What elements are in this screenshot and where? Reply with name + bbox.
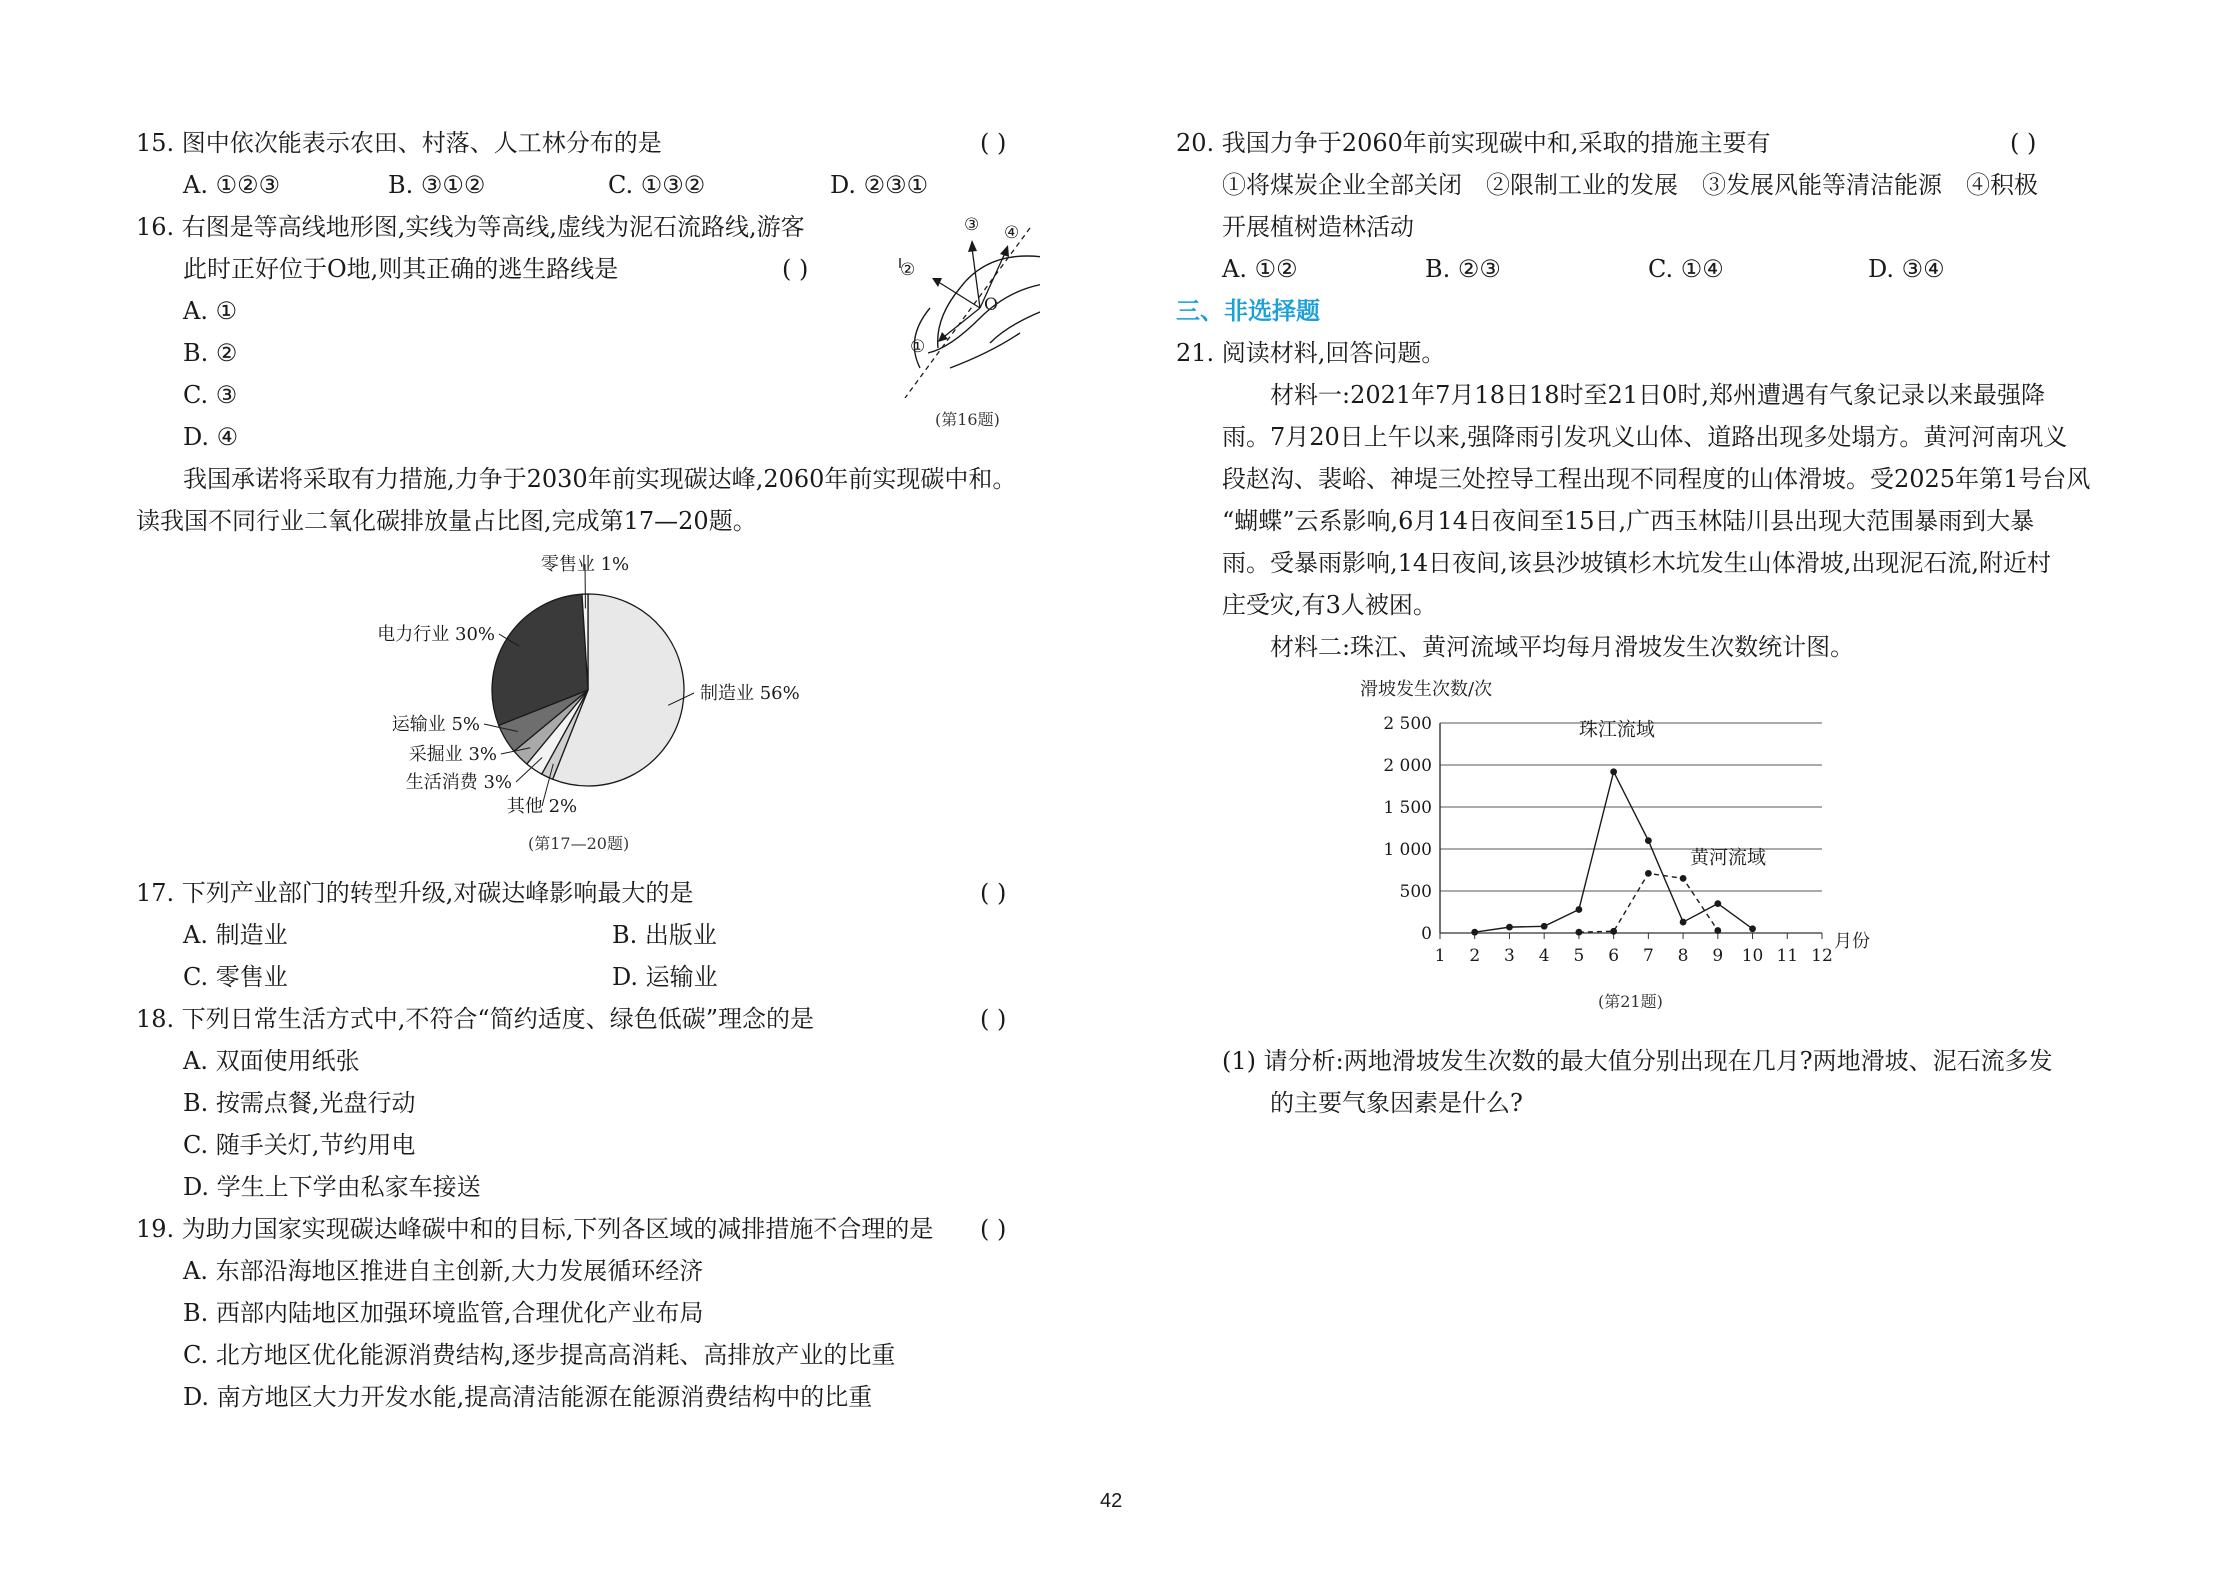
y-tick-label-0: 0 xyxy=(1421,924,1432,944)
series-0-point-5 xyxy=(1645,837,1652,844)
line-chart-y-axis-title: 滑坡发生次数/次 xyxy=(1360,679,1493,700)
pie-label-1: 其他 2% xyxy=(506,796,578,817)
q18-stem: 18. 下列日常生活方式中,不符合“简约适度、绿色低碳”理念的是 xyxy=(136,1005,814,1033)
page-number: 42 xyxy=(1100,1490,1123,1512)
x-tick-label-4: 5 xyxy=(1573,946,1585,966)
series-0-point-0 xyxy=(1471,929,1478,936)
line-chart-x-axis-title: 月份 xyxy=(1834,931,1870,952)
x-tick-label-6: 7 xyxy=(1642,946,1654,966)
q15-answer-bracket: ( ) xyxy=(980,129,1007,157)
pie-label-6: 零售业 1% xyxy=(540,554,630,575)
x-tick-label-3: 4 xyxy=(1538,946,1550,966)
series-1-point-1 xyxy=(1610,928,1617,935)
q17-option-b: B. 出版业 xyxy=(612,921,717,949)
series-0-point-7 xyxy=(1714,900,1721,907)
q21-stem: 21. 阅读材料,回答问题。 xyxy=(1176,339,1446,367)
series-0-point-4 xyxy=(1610,768,1617,775)
q16-label-o: O xyxy=(984,295,998,315)
q17-answer-bracket: ( ) xyxy=(980,879,1007,907)
q18-answer-bracket: ( ) xyxy=(980,1005,1007,1033)
q16-stem-line1: 16. 右图是等高线地形图,实线为等高线,虚线为泥石流路线,游客 xyxy=(136,213,805,241)
q20-option-a: A. ①② xyxy=(1222,255,1298,283)
series-0-point-8 xyxy=(1749,925,1756,932)
q16-label-1: ① xyxy=(910,337,926,357)
q21-material1-line6: 庄受灾,有3人被困。 xyxy=(1222,591,1437,619)
q16-option-b: B. ② xyxy=(183,339,238,367)
q16-figure-caption: (第16题) xyxy=(935,410,1000,429)
q21-material1-line3: 段赵沟、裴峪、神堤三处控导工程出现不同程度的山体滑坡。受2025年第1号台风 xyxy=(1222,465,2091,493)
series-0-point-2 xyxy=(1541,923,1548,930)
q20-stem: 20. 我国力争于2060年前实现碳中和,采取的措施主要有 xyxy=(1176,129,1771,157)
q16-label-2: ② xyxy=(900,260,916,280)
pie-label-4: 运输业 5% xyxy=(391,714,480,735)
series-1-point-3 xyxy=(1680,875,1687,882)
q17-option-c: C. 零售业 xyxy=(183,963,288,991)
pie-label-0: 制造业 56% xyxy=(700,683,800,704)
series-1-point-0 xyxy=(1576,929,1583,936)
x-tick-label-2: 3 xyxy=(1504,946,1515,966)
q21-sub1-line2: 的主要气象因素是什么? xyxy=(1270,1089,1523,1117)
co2-emission-pie-chart xyxy=(360,548,920,828)
pie-label-3: 采掘业 3% xyxy=(408,744,497,765)
q18-option-b: B. 按需点餐,光盘行动 xyxy=(183,1089,416,1117)
q15-option-c: C. ①③② xyxy=(608,171,706,199)
q20-option-b: B. ②③ xyxy=(1425,255,1501,283)
q16-label-3: ③ xyxy=(964,215,980,235)
pie-chart-caption: (第17—20题) xyxy=(528,834,630,853)
series-label-1: 黄河流域 xyxy=(1690,846,1767,869)
x-tick-label-7: 8 xyxy=(1677,946,1689,966)
x-tick-label-8: 9 xyxy=(1712,946,1724,966)
x-tick-label-9: 10 xyxy=(1741,946,1764,966)
landslide-monthly-line-chart xyxy=(1360,675,1900,995)
q16-contour-map-figure xyxy=(890,208,1040,398)
q17-option-d: D. 运输业 xyxy=(612,963,718,991)
q20-statements-line1: ①将煤炭企业全部关闭 ②限制工业的发展 ③发展风能等清洁能源 ④积极 xyxy=(1222,171,2038,199)
q19-answer-bracket: ( ) xyxy=(980,1215,1007,1243)
line-chart-caption: (第21题) xyxy=(1598,992,1663,1011)
y-tick-label-2: 1 000 xyxy=(1383,840,1432,860)
x-tick-label-11: 12 xyxy=(1811,946,1833,966)
series-line-1 xyxy=(1579,873,1718,932)
q18-option-a: A. 双面使用纸张 xyxy=(183,1047,360,1075)
q16-option-a: A. ① xyxy=(183,297,238,325)
y-tick-label-1: 500 xyxy=(1399,882,1432,902)
series-0-point-6 xyxy=(1680,919,1687,926)
intro-line1: 我国承诺将采取有力措施,力争于2030年前实现碳达峰,2060年前实现碳中和。 xyxy=(183,465,1017,493)
series-0-point-1 xyxy=(1506,924,1513,931)
x-tick-label-5: 6 xyxy=(1608,946,1620,966)
q21-material1-line4: “蝴蝶”云系影响,6月14日夜间至15日,广西玉林陆川县出现大范围暴雨到大暴 xyxy=(1222,507,2035,535)
intro-line2: 读我国不同行业二氧化碳排放量占比图,完成第17—20题。 xyxy=(136,507,757,535)
q19-option-a: A. 东部沿海地区推进自主创新,大力发展循环经济 xyxy=(183,1257,704,1285)
q21-material2: 材料二:珠江、黄河流域平均每月滑坡发生次数统计图。 xyxy=(1270,633,1855,661)
q19-stem: 19. 为助力国家实现碳达峰碳中和的目标,下列各区域的减排措施不合理的是 xyxy=(136,1215,934,1243)
y-tick-label-3: 1 500 xyxy=(1383,798,1432,818)
q16-option-d: D. ④ xyxy=(183,423,239,451)
q16-answer-bracket: ( ) xyxy=(782,255,809,283)
x-tick-label-1: 2 xyxy=(1469,946,1481,966)
q15-option-a: A. ①②③ xyxy=(183,171,281,199)
x-tick-label-10: 11 xyxy=(1776,946,1799,966)
q16-option-c: C. ③ xyxy=(183,381,238,409)
q18-option-c: C. 随手关灯,节约用电 xyxy=(183,1131,416,1159)
q21-sub1-line1: (1) 请分析:两地滑坡发生次数的最大值分别出现在几月?两地滑坡、泥石流多发 xyxy=(1222,1047,2053,1075)
q21-material1-line2: 雨。7月20日上午以来,强降雨引发巩义山体、道路出现多处塌方。黄河河南巩义 xyxy=(1222,423,2068,451)
q21-material1-line1: 材料一:2021年7月18日18时至21日0时,郑州遭遇有气象记录以来最强降 xyxy=(1270,381,2045,409)
q16-stem-line2: 此时正好位于O地,则其正确的逃生路线是 xyxy=(183,255,619,283)
series-0-point-3 xyxy=(1576,906,1583,913)
q19-option-d: D. 南方地区大力开发水能,提高清洁能源在能源消费结构中的比重 xyxy=(183,1383,873,1411)
q15-stem: 15. 图中依次能表示农田、村落、人工林分布的是 xyxy=(136,129,662,157)
series-label-0: 珠江流域 xyxy=(1578,718,1655,741)
pie-label-5: 电力行业 30% xyxy=(377,624,495,645)
q17-option-a: A. 制造业 xyxy=(183,921,288,949)
q21-material1-line5: 雨。受暴雨影响,14日夜间,该县沙坡镇杉木坑发生山体滑坡,出现泥石流,附近村 xyxy=(1222,549,2052,577)
section-heading-non-choice: 三、非选择题 xyxy=(1176,297,1320,325)
q20-option-d: D. ③④ xyxy=(1868,255,1945,283)
series-1-point-2 xyxy=(1645,870,1652,877)
q15-option-d: D. ②③① xyxy=(830,171,929,199)
q20-answer-bracket: ( ) xyxy=(2010,129,2037,157)
q15-option-b: B. ③①② xyxy=(388,171,486,199)
q20-statements-line2: 开展植树造林活动 xyxy=(1222,213,1414,241)
y-tick-label-5: 2 500 xyxy=(1383,714,1432,734)
q18-option-d: D. 学生上下学由私家车接送 xyxy=(183,1173,481,1201)
q19-option-c: C. 北方地区优化能源消费结构,逐步提高高消耗、高排放产业的比重 xyxy=(183,1341,896,1369)
series-1-point-4 xyxy=(1714,927,1721,934)
q16-label-4: ④ xyxy=(1004,223,1020,243)
x-tick-label-0: 1 xyxy=(1434,946,1446,966)
y-tick-label-4: 2 000 xyxy=(1383,756,1432,776)
pie-label-2: 生活消费 3% xyxy=(405,772,512,793)
q19-option-b: B. 西部内陆地区加强环境监管,合理优化产业布局 xyxy=(183,1299,704,1327)
q17-stem: 17. 下列产业部门的转型升级,对碳达峰影响最大的是 xyxy=(136,879,694,907)
q20-option-c: C. ①④ xyxy=(1648,255,1724,283)
